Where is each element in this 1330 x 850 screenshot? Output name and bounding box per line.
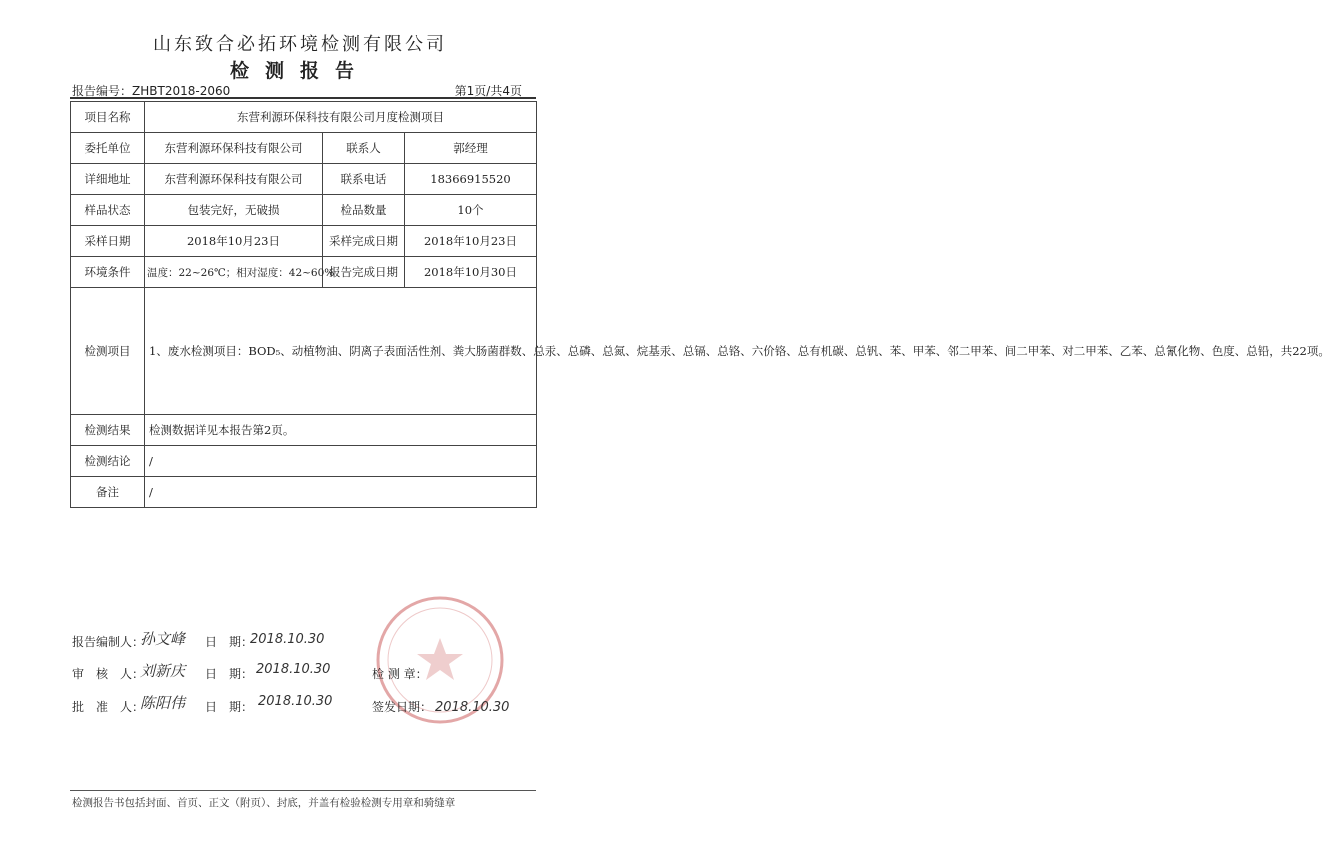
report-number-label: 报告编号： xyxy=(72,84,133,98)
compiler-signature: 孙文峰 xyxy=(140,630,186,648)
report-done-label: 报告完成日期 xyxy=(323,257,405,288)
sample-state-value: 包装完好，无破损 xyxy=(145,195,323,226)
sampling-date-value: 2018年10月23日 xyxy=(145,226,323,257)
client-label: 委托单位 xyxy=(71,133,145,164)
compiler-label: 报告编制人： xyxy=(72,635,145,649)
sampling-done-value: 2018年10月23日 xyxy=(405,226,537,257)
reviewer-signature: 刘新庆 xyxy=(140,662,186,680)
conclusion-value: / xyxy=(145,446,537,477)
reviewer-label: 审 核 人： xyxy=(72,667,145,681)
footer-rule xyxy=(70,790,536,791)
remark-value: / xyxy=(145,477,537,508)
items-value: 1、废水检测项目：BOD₅、动植物油、阴离子表面活性剂、粪大肠菌群数、总汞、总磷、总氮、烷基汞、总镉、总铬、六价铬、总有机碳、总钒、苯、甲苯、邻二甲苯、间二甲苯、对二甲苯、乙苯、总氰化物、色度、总铅，共22项。 xyxy=(145,288,537,415)
conclusion-label: 检测结论 xyxy=(71,446,145,477)
result-value: 检测数据详见本报告第2页。 xyxy=(145,415,537,446)
reviewer-date-label: 日 期： xyxy=(205,667,254,681)
env-label: 环境条件 xyxy=(71,257,145,288)
sampling-date-label: 采样日期 xyxy=(71,226,145,257)
project-value: 东营利源环保科技有限公司月度检测项目 xyxy=(145,102,537,133)
sample-state-label: 样品状态 xyxy=(71,195,145,226)
items-label: 检测项目 xyxy=(71,288,145,415)
document-title: 检测报告 xyxy=(229,60,370,82)
compiler-date-label: 日 期： xyxy=(205,635,254,649)
result-label: 检测结果 xyxy=(71,415,145,446)
approver-date-label: 日 期： xyxy=(205,700,254,714)
address-value: 东营利源环保科技有限公司 xyxy=(145,164,323,195)
reviewer-date: 2018.10.30 xyxy=(256,662,331,677)
report-table xyxy=(70,101,1330,508)
remark-label: 备注 xyxy=(71,477,145,508)
client-value: 东营利源环保科技有限公司 xyxy=(145,133,323,164)
sample-qty-value: 10个 xyxy=(405,195,537,226)
approver-signature: 陈阳伟 xyxy=(140,694,186,712)
company-name: 山东致合必拓环境检测有限公司 xyxy=(153,34,447,55)
issue-date-label: 签发日期： xyxy=(372,700,433,714)
env-value: 温度：22~26℃；相对湿度：42~60% xyxy=(145,257,323,288)
page-info: 第1页/共4页 xyxy=(454,84,522,98)
issue-date: 2018.10.30 xyxy=(435,700,510,715)
phone-value: 18366915520 xyxy=(405,164,537,195)
contact-label: 联系人 xyxy=(323,133,405,164)
report-number-value: ZHBT2018-2060 xyxy=(132,84,231,98)
sample-qty-label: 检品数量 xyxy=(323,195,405,226)
seal-label: 检 测 章： xyxy=(372,667,428,681)
header-rule xyxy=(70,97,536,99)
approver-label: 批 准 人： xyxy=(72,700,145,714)
approver-date: 2018.10.30 xyxy=(258,694,333,709)
footer-note: 检测报告书包括封面、首页、正文（附页）、封底，并盖有检验检测专用章和骑缝章 xyxy=(72,797,456,809)
report-done-value: 2018年10月30日 xyxy=(405,257,537,288)
sampling-done-label: 采样完成日期 xyxy=(323,226,405,257)
contact-value: 郭经理 xyxy=(405,133,537,164)
phone-label: 联系电话 xyxy=(323,164,405,195)
project-label: 项目名称 xyxy=(71,102,145,133)
address-label: 详细地址 xyxy=(71,164,145,195)
compiler-date: 2018.10.30 xyxy=(250,632,325,647)
